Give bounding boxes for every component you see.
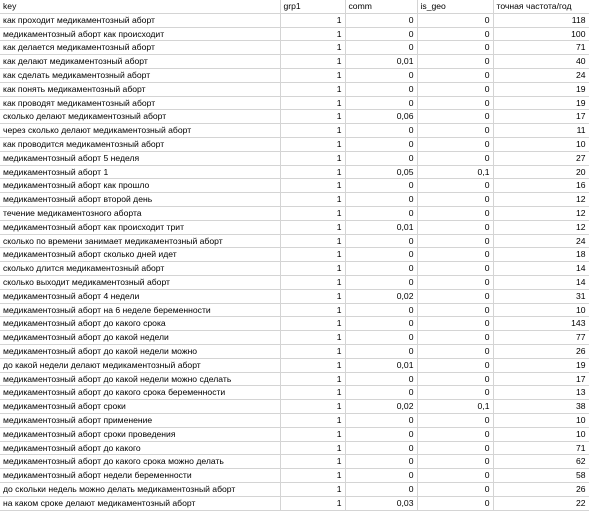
cell-frequency[interactable]: 62 [493,455,589,469]
cell-grp1[interactable]: 1 [280,234,345,248]
cell-is-geo[interactable]: 0 [417,469,493,483]
cell-frequency[interactable]: 31 [493,289,589,303]
cell-key[interactable]: сколько по времени занимает медикаментозный аборт [0,234,280,248]
cell-is-geo[interactable]: 0 [417,276,493,290]
cell-comm[interactable]: 0 [345,82,417,96]
cell-comm[interactable]: 0 [345,41,417,55]
cell-grp1[interactable]: 1 [280,469,345,483]
table-row [0,41,589,55]
cell-is-geo[interactable]: 0 [417,220,493,234]
cell-comm[interactable]: 0,02 [345,400,417,414]
cell-comm[interactable]: 0,01 [345,358,417,372]
cell-grp1[interactable]: 1 [280,331,345,345]
cell-comm[interactable]: 0,06 [345,110,417,124]
cell-frequency[interactable]: 22 [493,496,589,510]
table-row [0,262,589,276]
cell-is-geo[interactable]: 0 [417,124,493,138]
cell-frequency[interactable]: 143 [493,317,589,331]
cell-key[interactable]: как проводится медикаментозный аборт [0,138,280,152]
table-row [0,82,589,96]
cell-grp1[interactable]: 1 [280,262,345,276]
cell-is-geo[interactable]: 0 [417,193,493,207]
cell-grp1[interactable]: 1 [280,110,345,124]
cell-comm[interactable]: 0 [345,124,417,138]
cell-is-geo[interactable]: 0 [417,179,493,193]
cell-is-geo[interactable]: 0 [417,69,493,83]
cell-is-geo[interactable]: 0 [417,414,493,428]
cell-key[interactable]: медикаментозный аборт сроки [0,400,280,414]
cell-is-geo[interactable]: 0 [417,289,493,303]
cell-frequency[interactable]: 71 [493,441,589,455]
table-row [0,386,589,400]
cell-grp1[interactable]: 1 [280,303,345,317]
cell-is-geo[interactable]: 0 [417,207,493,221]
cell-comm[interactable]: 0 [345,372,417,386]
cell-grp1[interactable]: 1 [280,317,345,331]
cell-frequency[interactable]: 77 [493,331,589,345]
cell-grp1[interactable]: 1 [280,427,345,441]
cell-grp1[interactable]: 1 [280,55,345,69]
cell-grp1[interactable]: 1 [280,372,345,386]
cell-frequency[interactable]: 40 [493,55,589,69]
cell-key[interactable]: сколько длится медикаментозный аборт [0,262,280,276]
table-row [0,110,589,124]
cell-key[interactable]: медикаментозный аборт до какой недели можно [0,345,280,359]
cell-frequency[interactable]: 20 [493,165,589,179]
cell-comm[interactable]: 0,01 [345,55,417,69]
table-row [0,427,589,441]
cell-is-geo[interactable]: 0 [417,427,493,441]
cell-comm[interactable]: 0 [345,331,417,345]
cell-is-geo[interactable]: 0 [417,234,493,248]
cell-frequency[interactable]: 16 [493,179,589,193]
cell-key[interactable]: медикаментозный аборт до какой недели [0,331,280,345]
table-row [0,400,589,414]
table-row [0,234,589,248]
cell-grp1[interactable]: 1 [280,207,345,221]
cell-grp1[interactable]: 1 [280,82,345,96]
table-row [0,165,589,179]
header-key[interactable]: key [0,0,280,13]
cell-is-geo[interactable]: 0 [417,358,493,372]
cell-key[interactable]: медикаментозный аборт до какой недели можно сделать [0,372,280,386]
cell-key[interactable]: медикаментозный аборт как прошло [0,179,280,193]
cell-frequency[interactable]: 26 [493,345,589,359]
table-row [0,13,589,27]
cell-frequency[interactable]: 12 [493,220,589,234]
table-row [0,358,589,372]
cell-grp1[interactable]: 1 [280,13,345,27]
cell-comm[interactable]: 0,02 [345,289,417,303]
cell-key[interactable]: медикаментозный аборт 5 неделя [0,151,280,165]
cell-frequency[interactable]: 24 [493,234,589,248]
cell-comm[interactable]: 0 [345,345,417,359]
cell-key[interactable]: как делается медикаментозный аборт [0,41,280,55]
cell-is-geo[interactable]: 0 [417,262,493,276]
cell-frequency[interactable]: 10 [493,138,589,152]
cell-frequency[interactable]: 13 [493,386,589,400]
header-row [0,0,589,13]
cell-grp1[interactable]: 1 [280,496,345,510]
cell-key[interactable]: медикаментозный аборт применение [0,414,280,428]
cell-grp1[interactable]: 1 [280,482,345,496]
cell-grp1[interactable]: 1 [280,220,345,234]
cell-comm[interactable]: 0 [345,248,417,262]
cell-is-geo[interactable]: 0 [417,386,493,400]
cell-is-geo[interactable]: 0 [417,110,493,124]
cell-key[interactable]: как делают медикаментозный аборт [0,55,280,69]
cell-grp1[interactable]: 1 [280,41,345,55]
cell-frequency[interactable]: 100 [493,27,589,41]
cell-grp1[interactable]: 1 [280,455,345,469]
cell-comm[interactable]: 0 [345,276,417,290]
cell-frequency[interactable]: 14 [493,276,589,290]
cell-grp1[interactable]: 1 [280,27,345,41]
cell-key[interactable]: до какой недели делают медикаментозный аборт [0,358,280,372]
table-row [0,220,589,234]
cell-is-geo[interactable]: 0 [417,482,493,496]
cell-is-geo[interactable]: 0 [417,55,493,69]
cell-grp1[interactable]: 1 [280,400,345,414]
cell-key[interactable]: медикаментозный аборт 4 недели [0,289,280,303]
table-row [0,207,589,221]
cell-comm[interactable]: 0 [345,482,417,496]
cell-comm[interactable]: 0 [345,234,417,248]
cell-key[interactable]: как проходит медикаментозный аборт [0,13,280,27]
cell-comm[interactable]: 0 [345,207,417,221]
cell-frequency[interactable]: 71 [493,41,589,55]
cell-key[interactable]: медикаментозный аборт как происходит трит [0,220,280,234]
cell-frequency[interactable]: 19 [493,82,589,96]
cell-key[interactable]: через сколько делают медикаментозный аборт [0,124,280,138]
cell-comm[interactable]: 0 [345,469,417,483]
table-row [0,317,589,331]
cell-comm[interactable]: 0 [345,441,417,455]
cell-is-geo[interactable]: 0,1 [417,400,493,414]
cell-is-geo[interactable]: 0 [417,82,493,96]
table-row [0,345,589,359]
cell-comm[interactable]: 0 [345,179,417,193]
header-comm[interactable]: comm [345,0,417,13]
cell-is-geo[interactable]: 0 [417,13,493,27]
cell-frequency[interactable]: 10 [493,427,589,441]
cell-key[interactable]: медикаментозный аборт как происходит [0,27,280,41]
cell-grp1[interactable]: 1 [280,386,345,400]
cell-frequency[interactable]: 27 [493,151,589,165]
table-row [0,124,589,138]
cell-frequency[interactable]: 10 [493,303,589,317]
cell-key[interactable]: как проводят медикаментозный аборт [0,96,280,110]
cell-key[interactable]: медикаментозный аборт до какого срока можно делать [0,455,280,469]
table-row [0,303,589,317]
cell-frequency[interactable]: 26 [493,482,589,496]
cell-is-geo[interactable]: 0 [417,27,493,41]
cell-grp1[interactable]: 1 [280,193,345,207]
cell-key[interactable]: медикаментозный аборт второй день [0,193,280,207]
cell-key[interactable]: на каком сроке делают медикаментозный аборт [0,496,280,510]
cell-key[interactable]: медикаментозный аборт сроки проведения [0,427,280,441]
table-row [0,331,589,345]
cell-frequency[interactable]: 18 [493,248,589,262]
cell-is-geo[interactable]: 0 [417,41,493,55]
cell-is-geo[interactable]: 0 [417,455,493,469]
table-row [0,179,589,193]
cell-is-geo[interactable]: 0 [417,496,493,510]
table-row [0,482,589,496]
cell-key[interactable]: до скольки недель можно делать медикаментозный аборт [0,482,280,496]
cell-key[interactable]: сколько выходит медикаментозный аборт [0,276,280,290]
cell-is-geo[interactable]: 0 [417,248,493,262]
cell-key[interactable]: медикаментозный аборт до какого срока [0,317,280,331]
cell-comm[interactable]: 0 [345,138,417,152]
table-row [0,289,589,303]
cell-is-geo[interactable]: 0 [417,96,493,110]
cell-key[interactable]: медикаментозный аборт до какого [0,441,280,455]
table-row [0,372,589,386]
cell-frequency[interactable]: 19 [493,358,589,372]
cell-comm[interactable]: 0 [345,427,417,441]
cell-comm[interactable]: 0 [345,262,417,276]
cell-comm[interactable]: 0 [345,193,417,207]
table-row [0,27,589,41]
cell-is-geo[interactable]: 0,1 [417,165,493,179]
cell-grp1[interactable]: 1 [280,276,345,290]
cell-frequency[interactable]: 24 [493,69,589,83]
cell-comm[interactable]: 0 [345,27,417,41]
cell-is-geo[interactable]: 0 [417,345,493,359]
cell-grp1[interactable]: 1 [280,248,345,262]
cell-key[interactable]: медикаментозный аборт недели беременности [0,469,280,483]
cell-frequency[interactable]: 19 [493,96,589,110]
cell-comm[interactable]: 0,01 [345,220,417,234]
header-frequency[interactable]: точная частота/год [493,0,589,13]
cell-key[interactable]: медикаментозный аборт до какого срока беременности [0,386,280,400]
cell-frequency[interactable]: 58 [493,469,589,483]
cell-grp1[interactable]: 1 [280,165,345,179]
cell-frequency[interactable]: 11 [493,124,589,138]
table-row [0,469,589,483]
cell-grp1[interactable]: 1 [280,441,345,455]
cell-key[interactable]: сколько делают медикаментозный аборт [0,110,280,124]
cell-frequency[interactable]: 12 [493,193,589,207]
cell-is-geo[interactable]: 0 [417,441,493,455]
cell-grp1[interactable]: 1 [280,345,345,359]
cell-key[interactable]: как сделать медикаментозный аборт [0,69,280,83]
cell-comm[interactable]: 0 [345,151,417,165]
table-row [0,96,589,110]
cell-grp1[interactable]: 1 [280,138,345,152]
cell-grp1[interactable]: 1 [280,96,345,110]
table-row [0,276,589,290]
cell-comm[interactable]: 0 [345,455,417,469]
cell-key[interactable]: течение медикаментозного аборта [0,207,280,221]
table-row [0,414,589,428]
cell-frequency[interactable]: 38 [493,400,589,414]
cell-comm[interactable]: 0,03 [345,496,417,510]
cell-comm[interactable]: 0 [345,386,417,400]
cell-frequency[interactable]: 14 [493,262,589,276]
cell-is-geo[interactable]: 0 [417,372,493,386]
cell-frequency[interactable]: 118 [493,13,589,27]
header-grp1[interactable]: grp1 [280,0,345,13]
cell-grp1[interactable]: 1 [280,289,345,303]
cell-comm[interactable]: 0 [345,69,417,83]
table-row [0,441,589,455]
cell-comm[interactable]: 0 [345,303,417,317]
table-row [0,151,589,165]
cell-grp1[interactable]: 1 [280,358,345,372]
cell-is-geo[interactable]: 0 [417,138,493,152]
table-row [0,138,589,152]
cell-frequency[interactable]: 17 [493,372,589,386]
cell-grp1[interactable]: 1 [280,151,345,165]
table-row [0,69,589,83]
cell-grp1[interactable]: 1 [280,179,345,193]
cell-key[interactable]: как понять медикаментозный аборт [0,82,280,96]
cell-frequency[interactable]: 17 [493,110,589,124]
cell-grp1[interactable]: 1 [280,414,345,428]
cell-grp1[interactable]: 1 [280,69,345,83]
cell-comm[interactable]: 0 [345,414,417,428]
header-is-geo[interactable]: is_geo [417,0,493,13]
cell-is-geo[interactable]: 0 [417,303,493,317]
cell-key[interactable]: медикаментозный аборт 1 [0,165,280,179]
table-row [0,193,589,207]
cell-grp1[interactable]: 1 [280,124,345,138]
cell-is-geo[interactable]: 0 [417,317,493,331]
cell-frequency[interactable]: 12 [493,207,589,221]
table-row [0,55,589,69]
cell-is-geo[interactable]: 0 [417,151,493,165]
cell-comm[interactable]: 0 [345,317,417,331]
cell-comm[interactable]: 0,05 [345,165,417,179]
cell-frequency[interactable]: 10 [493,414,589,428]
cell-key[interactable]: медикаментозный аборт на 6 неделе беременности [0,303,280,317]
cell-is-geo[interactable]: 0 [417,331,493,345]
table-row [0,455,589,469]
cell-key[interactable]: медикаментозный аборт сколько дней идет [0,248,280,262]
table-row [0,496,589,510]
cell-comm[interactable]: 0 [345,96,417,110]
cell-comm[interactable]: 0 [345,13,417,27]
table-row [0,248,589,262]
